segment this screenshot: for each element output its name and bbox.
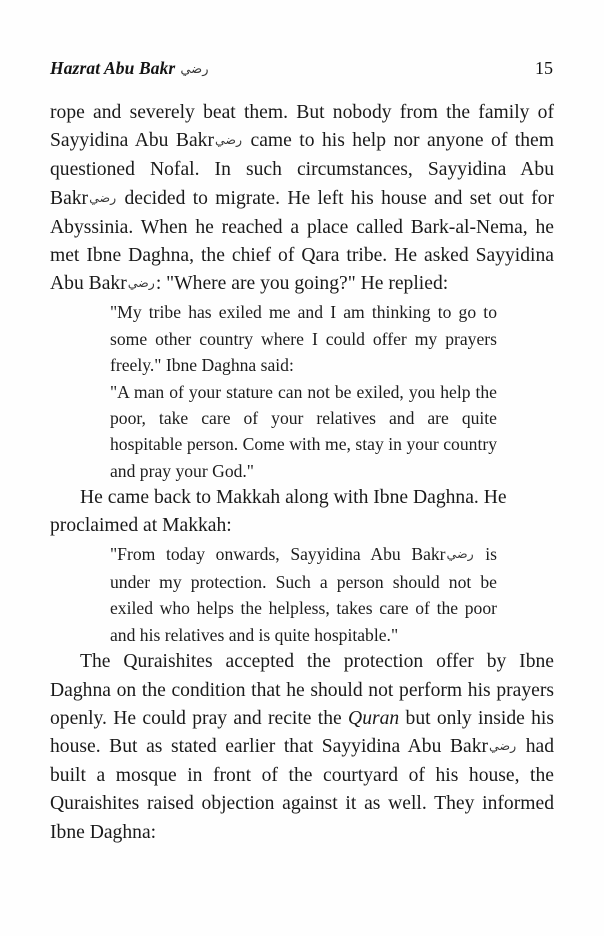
blockquote-3 [50,541,554,649]
honorific-glyph-icon: رضي [89,190,117,205]
quote-3-part-2: is under my protection. Such a person should not be exiled who helps the helpless, takes care of the poor and his relatives and is quite hospitable." [110,543,497,645]
honorific-glyph-icon: رضي [446,546,474,561]
quran-italic-term: Quran [348,707,400,729]
paragraph-3-part-3: had built a mosque in front of the courtyard of his house, the Quraishites raised objection against it as well. They informed Ibne Daghna: [50,735,554,843]
paragraph-1-part-3: decided to migrate. He left his house and set out for Abyssinia. When he reached a place called Bark-al-Nema, he met Ibne Daghna, the chief of Qara tribe. He asked Sayyidina Abu Bakr [50,187,554,295]
honorific-glyph-icon: رضي [180,61,209,76]
blockquote-2 [50,379,554,485]
honorific-glyph-icon: رضي [489,738,517,753]
running-head [50,58,553,84]
quote-1-text: "My tribe has exiled me and I am thinking to go to some other country where I could offer my prayers freely." Ibne Daghna said: [110,302,497,376]
quote-2-text: "A man of your stature can not be exiled, you help the poor, take care of your relatives and are quite hospitable person. Come with me, stay in your country and pray your God." [110,381,497,481]
paragraph-3-part-2: but only inside his house. But as stated earlier that Sayyidina Abu Bakr [50,707,554,757]
paragraph-3 [50,648,554,846]
blockquote-1 [50,299,554,378]
running-head-title-text: Hazrat Abu Bakr [50,58,176,78]
paragraph-1-part-1: rope and severely beat them. But nobody from the family of Sayyidina Abu Bakr [50,102,554,152]
paragraph-1-part-4: : "Where are you going?" He replied: [155,273,449,295]
paragraph-continued [50,99,554,299]
text-column [50,99,554,847]
quote-3-text [110,541,497,649]
paragraph-1-part-2: came to his help nor anyone of them questioned Nofal. In such circumstances, Sayyidina Abu Bakr [50,130,554,209]
paragraph-3-part-1: The Quraishites accepted the protection offer by Ibne Daghna on the condition that he should not perform his prayers openly. He could pray and recite the [50,651,554,729]
quote-3-part-1: "From today onwards, Sayyidina Abu Bakr [110,543,446,564]
running-head-title [50,58,209,79]
honorific-glyph-icon: رضي [215,133,243,148]
paragraph-2: He came back to Makkah along with Ibne Daghna. He proclaimed at Makkah: [50,487,507,537]
honorific-glyph-icon: رضي [127,276,155,291]
page-number: 15 [535,58,553,78]
